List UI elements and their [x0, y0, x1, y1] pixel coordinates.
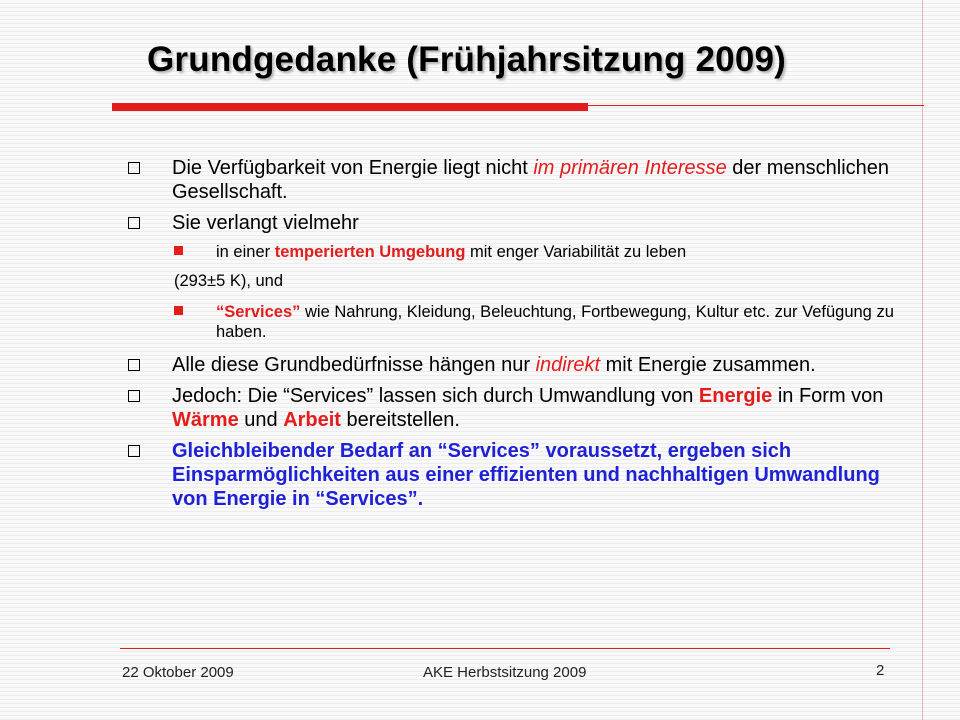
emphasis-text: Wärme	[172, 409, 239, 431]
footer-date: 22 Oktober 2009	[122, 664, 234, 681]
slide-content	[126, 156, 906, 518]
hollow-square-bullet-icon	[128, 445, 140, 457]
emphasis-text: im primären Interesse	[533, 157, 727, 179]
hollow-square-bullet-icon	[128, 359, 140, 371]
sub-bullet-item-2: “Services” wie Nahrung, Kleidung, Beleuchtung, Fortbewegung, Kultur etc. zur Vefügung zu haben.	[126, 302, 906, 342]
emphasis-text: indirekt	[535, 354, 601, 376]
footer-event: AKE Herbstsitzung 2009	[423, 664, 587, 681]
bullet-item-3: Alle diese Grundbedürfnisse hängen nur indirekt mit Energie zusammen.	[126, 353, 906, 377]
sub-bullet-item-1: in einer temperierten Umgebung mit enger Variabilität zu leben	[126, 242, 906, 262]
highlight-text: Gleichbleibender Bedarf an “Services” voraussetzt, ergeben sich Einsparmöglichkeiten aus einer effizienten und nachhaltigen Umwandlung von Energie in “Services”.	[172, 440, 880, 510]
bullet-item-4: Jedoch: Die “Services” lassen sich durch Umwandlung von Energie in Form von Wärme und Arbeit bereitstellen.	[126, 384, 906, 432]
slide-number: 2	[876, 662, 885, 679]
title-underline-thin	[588, 105, 924, 106]
emphasis-text: Energie	[698, 385, 773, 407]
emphasis-text: “Services”	[216, 303, 301, 321]
red-square-bullet-icon	[174, 306, 183, 315]
hollow-square-bullet-icon	[128, 217, 140, 229]
hollow-square-bullet-icon	[128, 390, 140, 402]
red-square-bullet-icon	[174, 246, 183, 255]
slide-title: Grundgedanke (Frühjahrsitzung 2009)	[147, 40, 787, 79]
bullet-item-1: Die Verfügbarkeit von Energie liegt nicht im primären Interesse der menschlichen Gesellschaft.	[126, 156, 906, 204]
continuation-text: (293±5 K), und	[174, 272, 284, 290]
emphasis-text: Arbeit	[283, 409, 341, 431]
bullet-item-5	[126, 439, 906, 511]
hollow-square-bullet-icon	[128, 162, 140, 174]
right-guide-line	[922, 0, 923, 720]
emphasis-text: temperierten Umgebung	[274, 243, 466, 261]
bullet-item-2: Sie verlangt vielmehr	[126, 211, 906, 235]
footer-divider	[120, 648, 890, 649]
title-underline-thick	[112, 103, 588, 111]
